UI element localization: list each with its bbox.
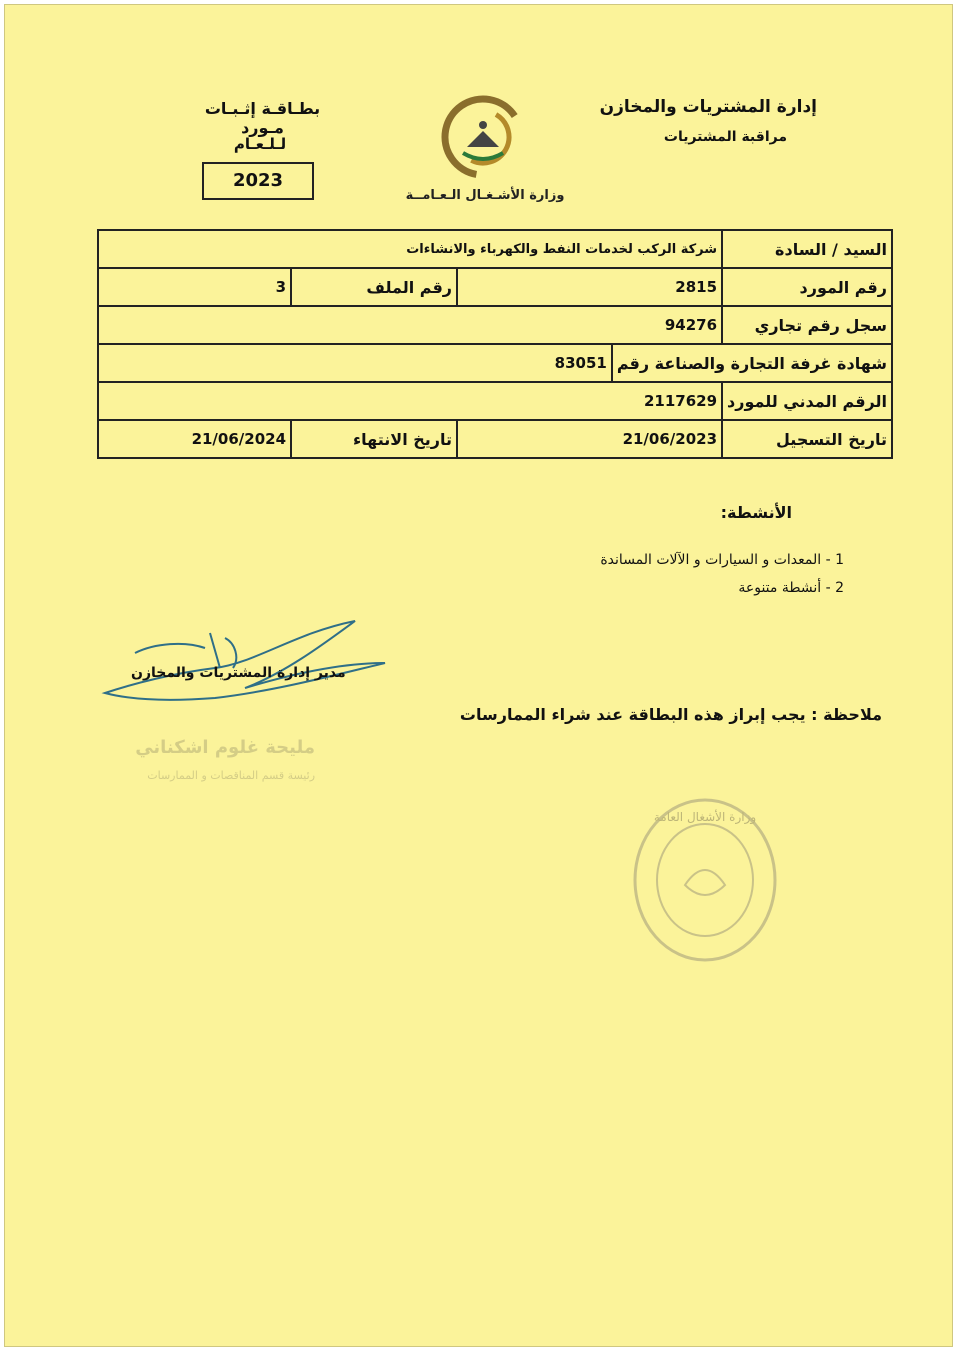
header-department-block [600,97,817,145]
company-name: شركة الركب لخدمات النفط والكهرباء والانشاءات [98,230,722,268]
table-row [98,420,892,458]
cr-label: سجل رقم تجاري [722,306,892,344]
table-row [98,344,892,382]
table-row [98,306,892,344]
stamp-name: مليحة غلوم اشكناني [135,737,315,758]
supplier-card-page [4,4,953,1347]
handwritten-signature [95,613,395,713]
mr-label: السيد / السادة [722,230,892,268]
signature-title: مدير إدارة المشتريات والمخازن [131,665,346,681]
year-box: 2023 [202,162,314,200]
civil-label: الرقم المدني للمورد [722,382,892,420]
department-title: إدارة المشتريات والمخازن [599,97,817,117]
card-title: بطـاقـة إثـبـات مـورد [204,99,321,137]
supplier-info-table [97,229,893,459]
reg-date-label: تاريخ التسجيل [722,420,892,458]
ministry-logo [405,89,565,209]
table-row [98,268,892,306]
expiry-label: تاريخ الانتهاء [291,420,457,458]
chamber-label: شهادة غرفة التجارة والصناعة رقم [612,345,891,381]
table-row [98,230,892,268]
official-seal [630,795,780,965]
activities-list [600,546,844,602]
expiry-value: 21/06/2024 [98,420,291,458]
section-title: مراقبة المشتريات [663,129,787,145]
supplier-no-value: 2815 [457,268,722,306]
ministry-name: وزارة الأشـغـال الـعـامــة [405,188,565,203]
file-no-label: رقم الملف [291,268,457,306]
chamber-value: 83051 [554,354,607,372]
stamp-title: رئيسة قسم المناقصات و الممارسات [147,769,315,782]
seal-text: وزارة الأشغال العامة [653,810,757,824]
list-item: 2 - أنشطة متنوعة [738,580,844,596]
supplier-no-label: رقم المورد [722,268,892,306]
activities-title: الأنشطة: [720,503,792,522]
for-year-label: لـلـعـام [233,135,287,153]
cr-value: 94276 [98,306,722,344]
civil-value: 2117629 [98,382,722,420]
note-text: ملاحظة : يجب إبراز هذه البطاقة عند شراء الممارسات [459,705,882,724]
list-item: 1 - المعدات و السيارات و الآلات المساندة [600,552,844,568]
table-row [98,382,892,420]
file-no-value: 3 [98,268,291,306]
reg-date-value: 21/06/2023 [457,420,722,458]
